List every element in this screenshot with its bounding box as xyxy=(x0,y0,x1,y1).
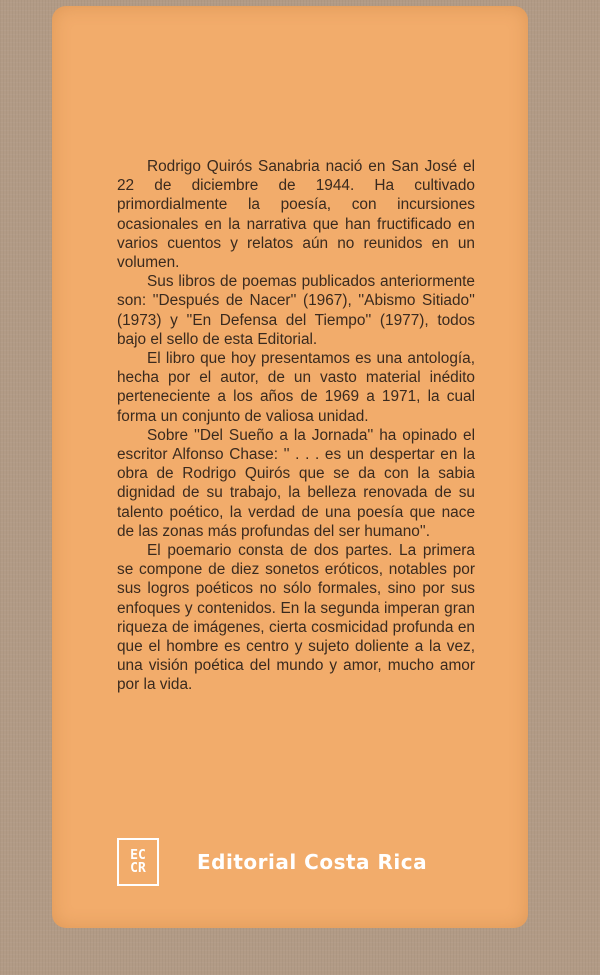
logo-bottom-letters: CR xyxy=(130,861,146,876)
paragraph-quote: Sobre ''Del Sueño a la Jornada'' ha opinado el escritor Alfonso Chase: '' . . . es un despertar en la obra de Rodrigo Quirós que se da con la sabia dignidad de su trabajo, la belleza renovada de su talento poético, la verdad de una poesía que nace de las zonas más profundas del ser humano''. xyxy=(117,426,475,540)
paragraph-anthology: El libro que hoy presentamos es una antología, hecha por el autor, de un vasto material inédito perteneciente a los años de 1969 a 1971, la cual forma un conjunto de valiosa unidad. xyxy=(117,350,475,425)
paragraph-structure: El poemario consta de dos partes. La primera se compone de diez sonetos eróticos, notables por sus logros poéticos no sólo formales, sino por sus enfoques y contenidos. En la segunda imperan gran riqueza de imágenes, cierta cosmicidad profunda en que el hombre es centro y sujeto doliente a la vez, una visión poética del mundo y amor, mucho amor por la vida. xyxy=(117,542,475,694)
logo-top-letters: EC xyxy=(130,848,146,863)
publisher-footer xyxy=(117,838,427,886)
publisher-logo-icon xyxy=(117,838,159,886)
back-cover-text xyxy=(117,157,475,695)
paragraph-previous-books: Sus libros de poemas publicados anteriormente son: ''Después de Nacer'' (1967), ''Abismo Sitiado'' (1973) y ''En Defensa del Tiempo'' (1977), todos bajo el sello de esta Editorial. xyxy=(117,273,475,348)
paragraph-bio: Rodrigo Quirós Sanabria nació en San José el 22 de diciembre de 1944. Ha cultivado primordialmente la poesía, con incursiones ocasionales en la narrativa que han fructificado en varios cuentos y relatos aún no reunidos en un volumen. xyxy=(117,158,475,272)
publisher-name: Editorial Costa Rica xyxy=(197,850,428,874)
